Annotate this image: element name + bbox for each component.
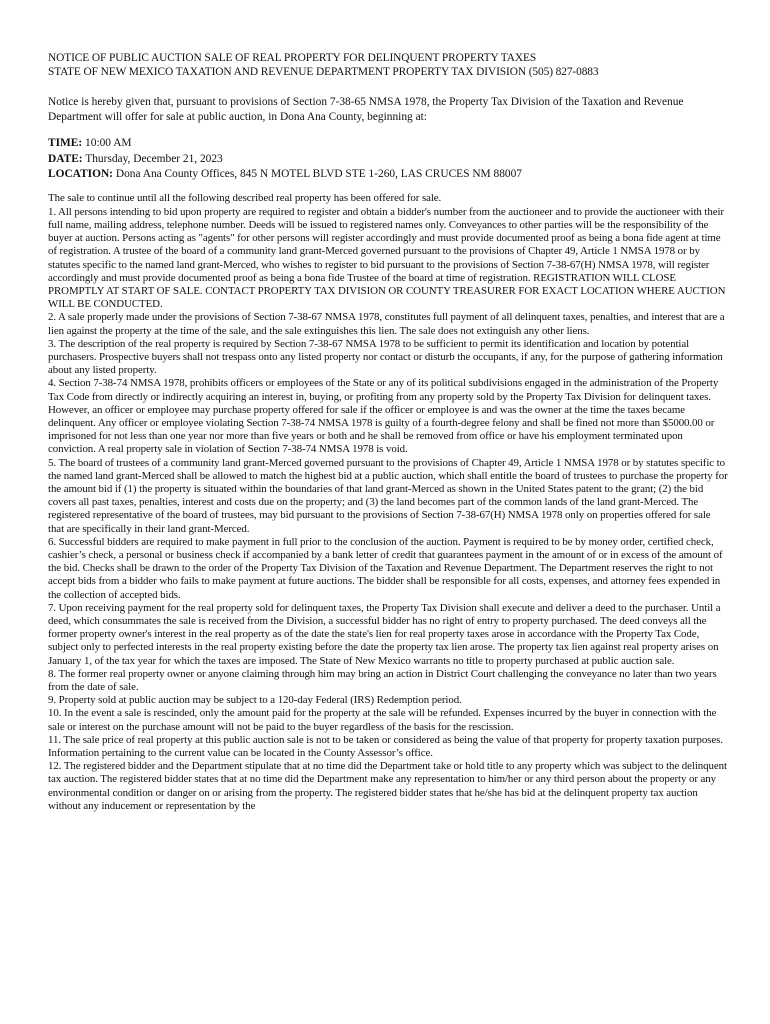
department-line: STATE OF NEW MEXICO TAXATION AND REVENUE DEPARTMENT PROPERTY TAX DIVISION (505) 827-0883 bbox=[48, 66, 599, 78]
location-row bbox=[48, 167, 728, 183]
condition-item-2: 2. A sale properly made under the provisions of Section 7-38-67 NMSA 1978, constitutes full payment of all delinquent taxes, penalties, and interest that are a lien against the property at the time of the sale, and the sale extinguishes this lien. The sale does not extinguish any other liens. bbox=[48, 311, 725, 337]
date-label: DATE: bbox=[48, 152, 83, 165]
condition-item-1: 1. All persons intending to bid upon property are required to register and obtain a bidder's number from the auctioneer and to provide the auctioneer with their full name, mailing address, telephone number. Deeds will be issued to registered names only. Conveyances to other parties will be the responsibility of the buyer at auction. Persons acting as "agents" for other persons will register accordingly and must provide documented proof as being a bona fide agent at time of registration. A trustee of the board of a community land grant-Merced governed pursuant to the provisions of Chapter 49, Article 1 NMSA 1978 or by statutes specific to the named land grant-Merced, who wishes to register to bid pursuant to the provisions of Section 7-38-67(H) NMSA 1978, will register accordingly and must provide documented proof as being a bona fide Trustee of the board at time of registration. REGISTRATION WILL CLOSE PROMPTLY AT START OF SALE. CONTACT PROPERTY TAX DIVISION OR COUNTY TREASURER FOR EXACT LOCATION WHERE AUCTION WILL BE CONDUCTED. bbox=[48, 205, 726, 311]
auction-details bbox=[48, 136, 728, 183]
condition-item-7: 7. Upon receiving payment for the real property sold for delinquent taxes, the Property Tax Division shall execute and deliver a deed to the purchaser. Until a deed, which consummates the sale is received from the Division, a successful bidder has no right of entry to property purchased. The deed conveys all the former property owner's interest in the real property as of the date the state's lien for real property taxes arose in accordance with the Property Tax Code, subject only to perfected interests in the real property existing before the date the property tax lien arose. The property tax lien against real property arises on January 1, of the tax year for which the taxes are imposed. The State of New Mexico warrants no title to property purchased at public auction sale. bbox=[48, 601, 721, 667]
condition-item-6: 6. Successful bidders are required to make payment in full prior to the conclusion of the auction. Payment is required to be by money order, certified check, cashier’s check, a personal or business check if accompanied by a bank letter of credit that guarantees payment in the amount of or in excess of the amount of the bid. Checks shall be drawn to the order of the Property Tax Division of the Taxation and Revenue Department. The Department reserves the right to not accept bids from a bidder who fails to make payment at future auctions. The bidder shall be responsible for all costs, expenses, and attorney fees expended in the collection of accepted bids. bbox=[48, 535, 723, 601]
condition-item-5: 5. The board of trustees of a community land grant-Merced governed pursuant to the provisions of Chapter 49, Article 1 NMSA 1978 or by statutes specific to the named land grant-Merced shall be allowed to match the highest bid at a public auction, which shall entitle the board of trustees to purchase the property for the amount bid if (1) the property is situated within the boundaries of that land grant-Merced as shown in the United States patent to the grant; (2) the bid covers all past taxes, penalties, interest and costs due on the property; and (3) the land becomes part of the common lands of the land grant-Merced. The registered representative of the board of trustees, may bid pursuant to the provisions of Section 7-38-67(H) NMSA 1978 only on properties offered for sale that are specifically in their land grant-Merced. bbox=[48, 456, 728, 535]
condition-item-9: 9. Property sold at public auction may be subject to a 120-day Federal (IRS) Redemption period. bbox=[48, 694, 462, 707]
intro-paragraph: Notice is hereby given that, pursuant to provisions of Section 7-38-65 NMSA 1978, the Property Tax Division of the Taxation and Revenue Department will offer for sale at public auction, in Dona Ana County, beginning at: bbox=[48, 96, 684, 123]
conditions-body bbox=[48, 192, 728, 814]
continue-statement: The sale to continue until all the following described real property has been offered for sale. bbox=[48, 191, 442, 204]
date-value: Thursday, December 21, 2023 bbox=[85, 152, 223, 165]
condition-item-3: 3. The description of the real property is required by Section 7-38-67 NMSA 1978 to be sufficient to permit its identification and location by potential purchasers. Prospective buyers shall not trespass onto any listed property nor contact or disturb the occupants, if any, for the purpose of gathering information about any listed property. bbox=[48, 337, 723, 377]
notice-title: NOTICE OF PUBLIC AUCTION SALE OF REAL PROPERTY FOR DELINQUENT PROPERTY TAXES bbox=[48, 52, 537, 64]
notice-document bbox=[48, 51, 728, 813]
location-value: Dona Ana County Offices, 845 N MOTEL BLVD STE 1-260, LAS CRUCES NM 88007 bbox=[115, 168, 523, 180]
date-row bbox=[48, 152, 728, 168]
condition-item-11: 11. The sale price of real property at this public auction sale is not to be taken or considered as being the value of that property for property taxation purposes. Information pertaining to the current value can be located in the County Assessor’s office. bbox=[48, 733, 723, 760]
condition-item-4: 4. Section 7-38-74 NMSA 1978, prohibits officers or employees of the State or any of its political subdivisions engaged in the administration of the Property Tax Code from directly or indirectly acquiring an interest in, buying, or profiting from any property sold by the Property Tax Division for delinquent taxes. However, an officer or employee may purchase property offered for sale if the officer or employee is and was the owner at the time the taxes became delinquent. Any officer or employee violating Section 7-38-74 NMSA 1978 is guilty of a fourth-degree felony and shall be fined not more than $5000.00 or imprisoned for not less than one year nor more than five years or both and he shall be removed from office or have his employment terminated upon conviction. A real property sale in violation of Section 7-38-74 NMSA 1978 is void. bbox=[48, 377, 719, 456]
condition-item-10: 10. In the event a sale is rescinded, only the amount paid for the property at the sale will be refunded. Expenses incurred by the buyer in connection with the sale or interest on the purchase amount will not be paid to the buyer regardless of the basis for the rescission. bbox=[48, 707, 717, 733]
condition-item-8: 8. The former real property owner or anyone claiming through him may bring an action in District Court challenging the conveyance no later than two years from the date of sale. bbox=[48, 667, 717, 694]
condition-item-12: 12. The registered bidder and the Department stipulate that at no time did the Department take or hold title to any property which was subject to the delinquent tax auction. The registered bidder states that at no time did the Department make any representation to him/her or any third person about the property or any environmental condition or danger on or arising from the property. The registered bidder states that he/she has bid at the delinquent property tax auction without any inducement or representation by the bbox=[48, 760, 727, 812]
time-row bbox=[48, 136, 728, 152]
time-value: 10:00 AM bbox=[85, 137, 132, 149]
time-label: TIME: bbox=[48, 137, 83, 149]
location-label: LOCATION: bbox=[48, 168, 113, 180]
